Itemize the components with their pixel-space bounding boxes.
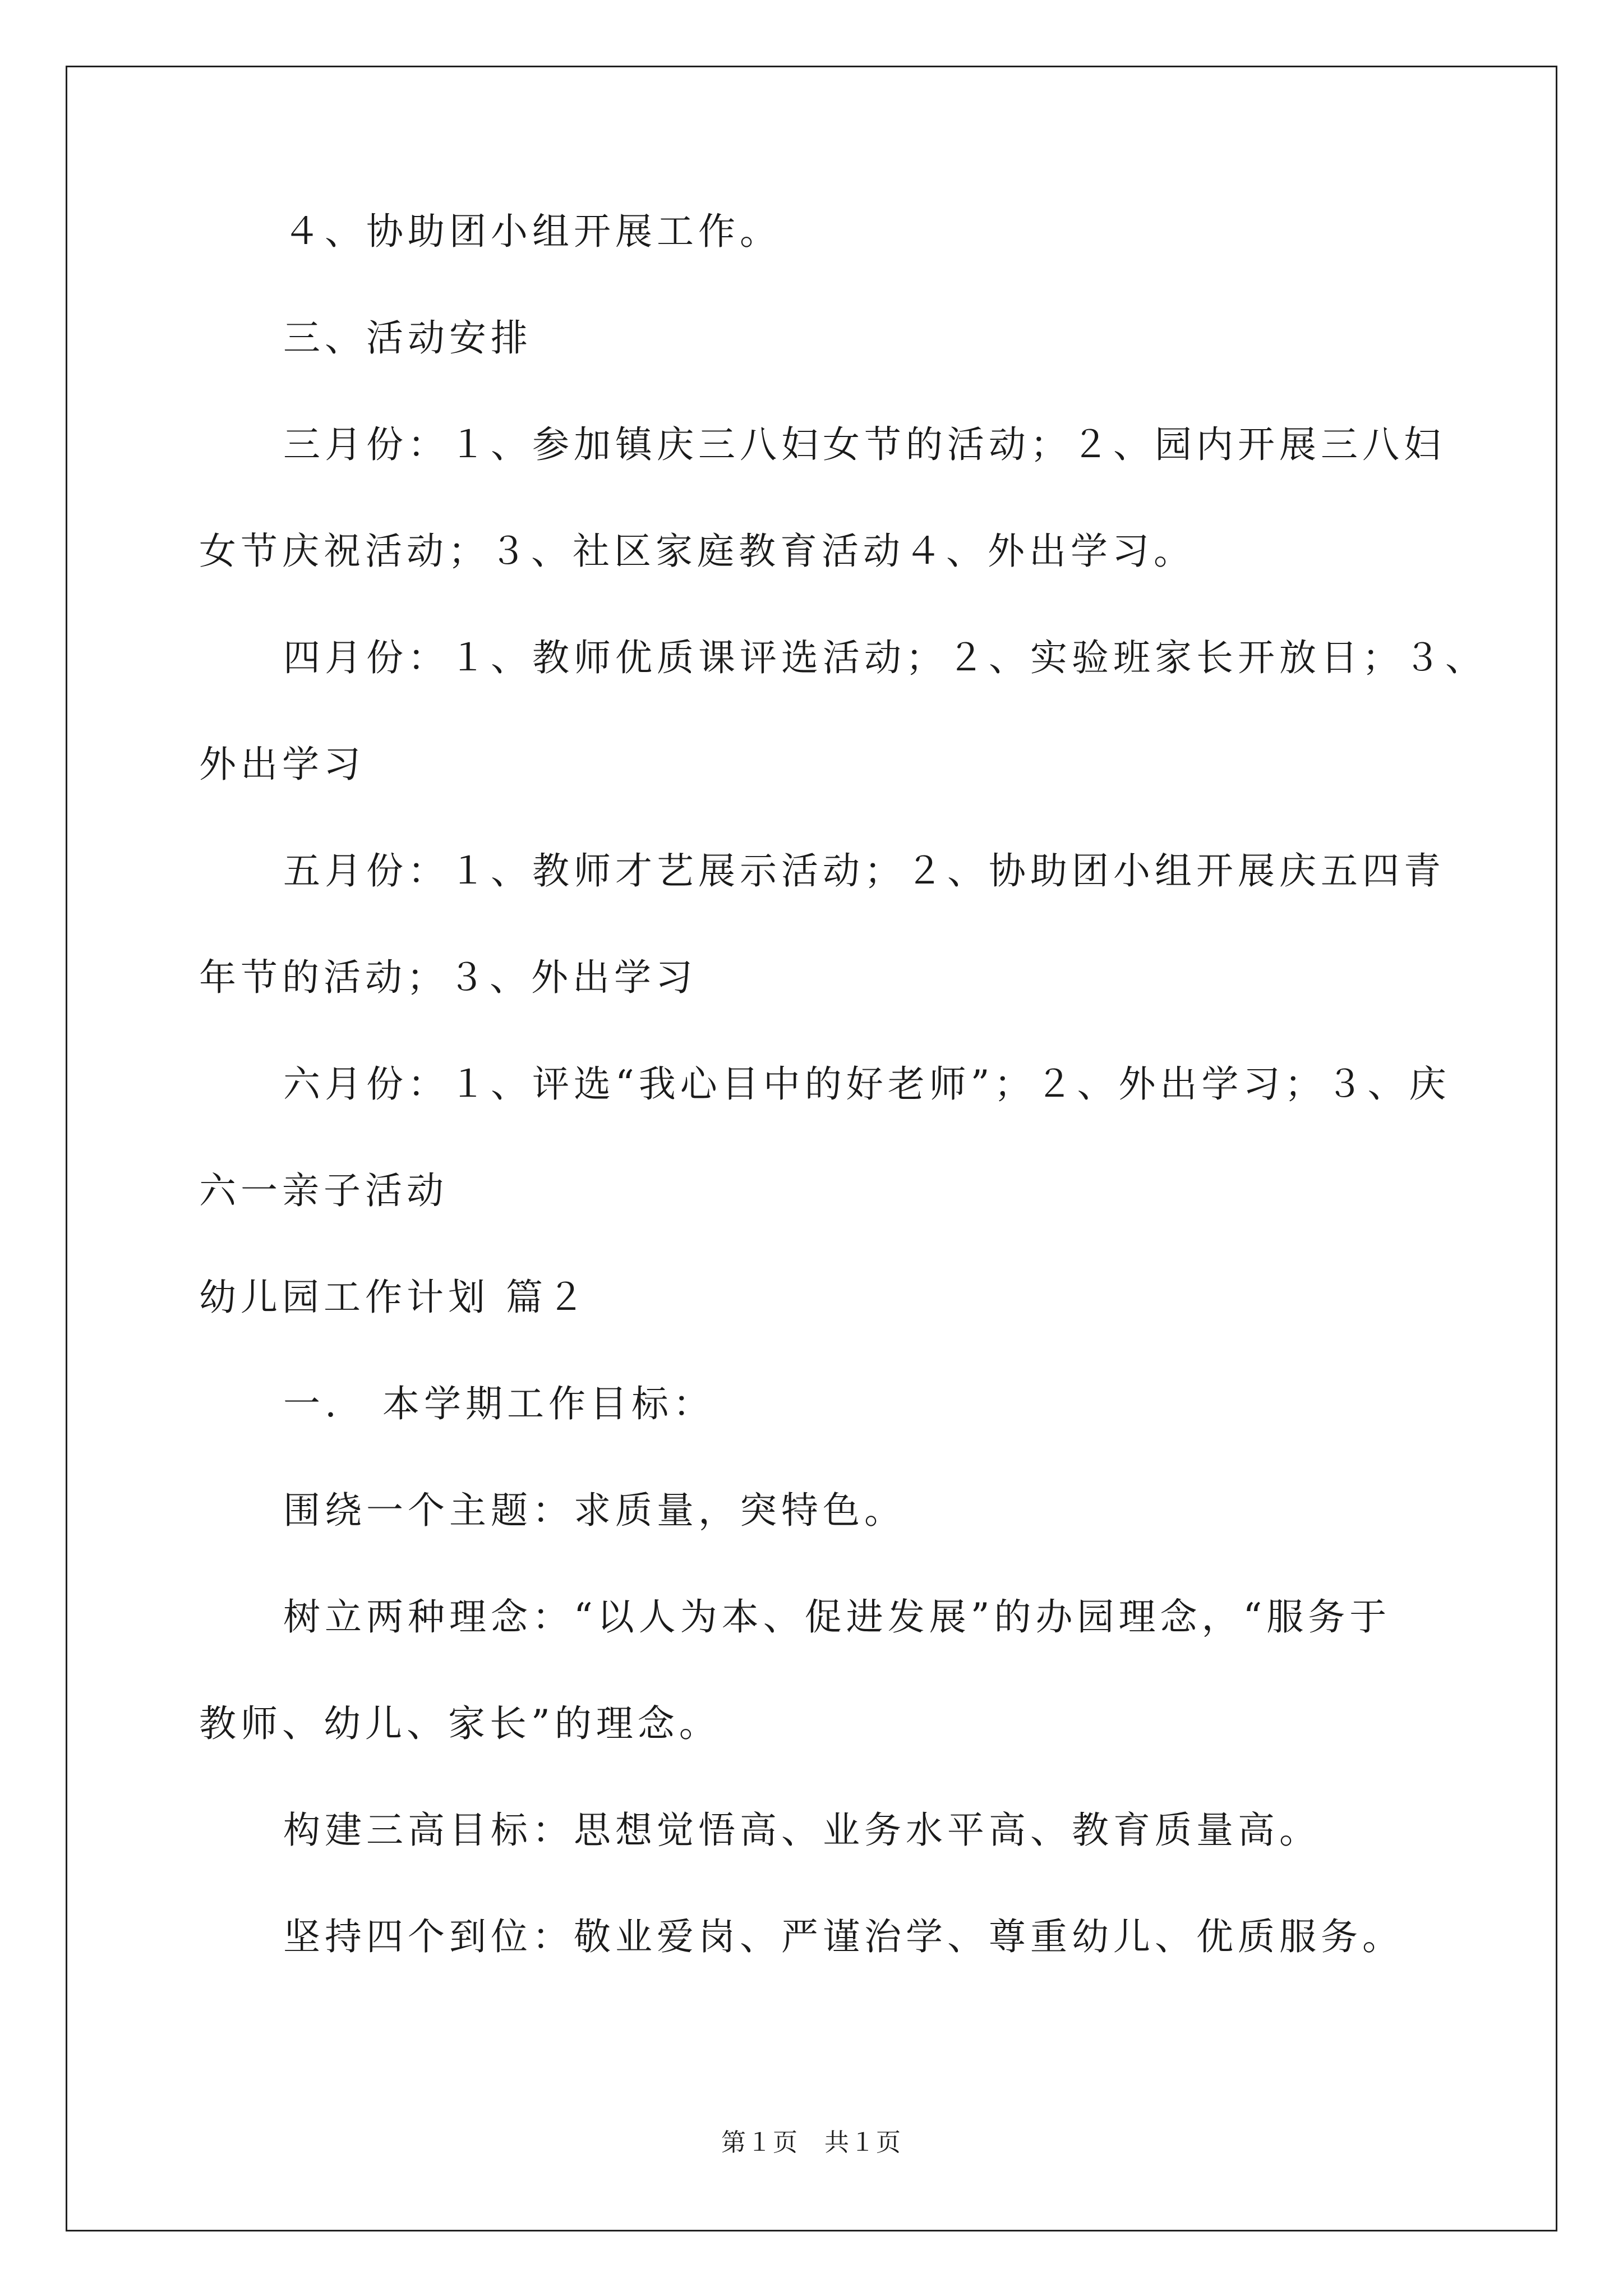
paragraph-line: 六一亲子活动 bbox=[199, 1169, 448, 1212]
paragraph-line: ４、协助团小组开展工作。 bbox=[283, 210, 781, 253]
paragraph-line: 四月份：１、教师优质课评选活动；２、实验班家长开放日；３、 bbox=[283, 636, 1487, 679]
paragraph-line: 五月份：１、教师才艺展示活动；２、协助团小组开展庆五四青 bbox=[283, 849, 1445, 892]
page-footer: 第１页 共１页 bbox=[721, 2128, 902, 2157]
paragraph-line: 树立两种理念：“以人为本、促进发展”的办园理念，“服务于 bbox=[283, 1595, 1391, 1639]
page-border bbox=[66, 66, 1557, 2231]
paragraph-line: 年节的活动；３、外出学习 bbox=[199, 956, 697, 999]
section-heading: 一. 本学期工作目标： bbox=[283, 1382, 714, 1425]
paragraph-line: 坚持四个到位：敬业爱岗、严谨治学、尊重幼儿、优质服务。 bbox=[283, 1915, 1404, 1958]
paragraph-line: 外出学习 bbox=[199, 743, 365, 786]
article-title: 幼儿园工作计划 篇２ bbox=[199, 1276, 589, 1319]
paragraph-line: 六月份：１、评选“我心目中的好老师”；２、外出学习；３、庆 bbox=[283, 1062, 1451, 1106]
paragraph-line: 构建三高目标：思想觉悟高、业务水平高、教育质量高。 bbox=[283, 1809, 1321, 1852]
paragraph-line: 三月份：１、参加镇庆三八妇女节的活动；２、园内开展三八妇 bbox=[283, 423, 1445, 466]
paragraph-line: 女节庆祝活动；３、社区家庭教育活动４、外出学习。 bbox=[199, 530, 1195, 573]
paragraph-line: 围绕一个主题：求质量，突特色。 bbox=[283, 1489, 906, 1532]
section-heading: 三、活动安排 bbox=[283, 316, 532, 360]
paragraph-line: 教师、幼儿、家长”的理念。 bbox=[199, 1702, 721, 1745]
